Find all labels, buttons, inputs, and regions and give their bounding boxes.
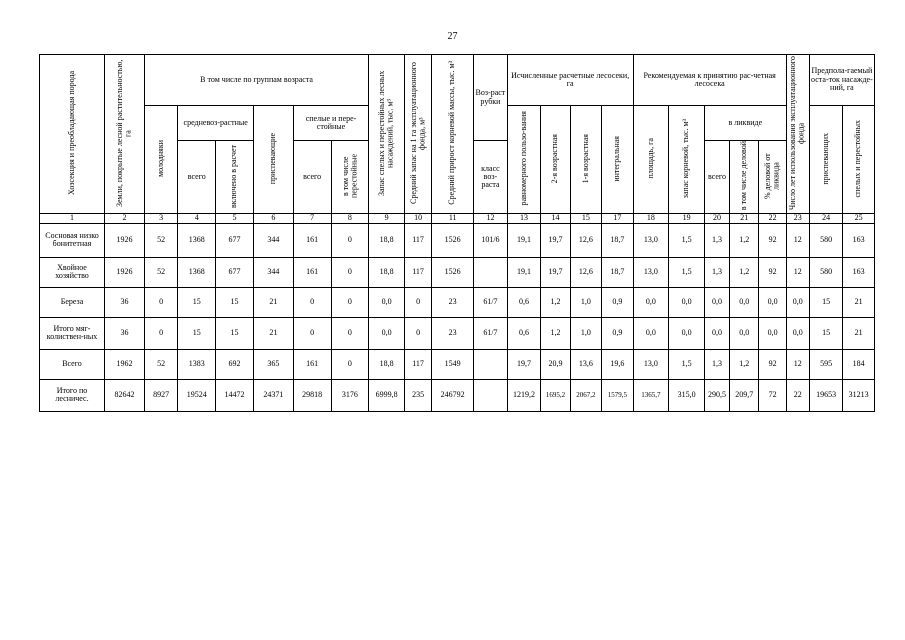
column-number: 3 [144, 214, 178, 223]
column-number: 22 [759, 214, 786, 223]
table-cell: 1383 [178, 349, 216, 379]
page-number: 27 [447, 31, 458, 42]
column-number: 5 [216, 214, 254, 223]
table-cell: 0,0 [369, 317, 405, 349]
table-cell: 19,7 [541, 223, 570, 257]
table-cell: 0 [331, 223, 369, 257]
table-cell: 0,0 [369, 287, 405, 317]
table-cell: 1,2 [541, 287, 570, 317]
header-young: молодняки [144, 106, 178, 214]
table-cell: 344 [253, 257, 293, 287]
table-cell: 1,5 [669, 223, 705, 257]
table-cell: 1,5 [669, 349, 705, 379]
table-row [40, 287, 875, 317]
table-cell: 101/6 [474, 223, 508, 257]
table-cell: 1526 [432, 223, 474, 257]
header-area: площадь, га [633, 106, 669, 214]
header-mature2: спелых и перестойных [843, 106, 875, 214]
table-cell: 1,5 [669, 257, 705, 287]
table-cell: 19524 [178, 379, 216, 411]
table-cell: 92 [759, 257, 786, 287]
table-cell: 92 [759, 223, 786, 257]
table-cell: 365 [253, 349, 293, 379]
table-cell [474, 257, 508, 287]
table-cell: 677 [216, 257, 254, 287]
table-cell: 0,0 [669, 317, 705, 349]
table-cell: 29818 [293, 379, 331, 411]
row-name-cell: Всего [40, 349, 105, 379]
column-number: 10 [404, 214, 431, 223]
table-cell: 0 [331, 349, 369, 379]
column-number: 8 [331, 214, 369, 223]
table-cell: 23 [432, 317, 474, 349]
table-row [40, 223, 875, 257]
table-cell: 0,9 [602, 317, 633, 349]
table-cell: 595 [809, 349, 843, 379]
header-mature-stock: Запас спелых и перестойных лесных насаждений, тыс. м³ [369, 55, 405, 214]
header-region: Хозсекция и преобладающая порода [40, 55, 105, 214]
table-cell: 2067,2 [570, 379, 601, 411]
table-row [40, 257, 875, 287]
column-number: 23 [786, 214, 809, 223]
table-cell: 19,1 [507, 257, 541, 287]
table-cell: 315,0 [669, 379, 705, 411]
table-cell: 15 [216, 287, 254, 317]
table-cell: 13,6 [570, 349, 601, 379]
table-cell: 15 [809, 317, 843, 349]
table-cell: 0,0 [669, 287, 705, 317]
table-cell: 13,0 [633, 223, 669, 257]
header-liquid-total: всего [704, 141, 729, 214]
table-cell: 61/7 [474, 317, 508, 349]
header-age-class: класс воз-раста [474, 141, 508, 214]
row-name-cell: Береза [40, 287, 105, 317]
table-cell: 0,0 [704, 287, 729, 317]
header-integral: интегральная [602, 106, 633, 214]
table-cell: 31213 [843, 379, 875, 411]
table-cell: 1579,5 [602, 379, 633, 411]
table-cell: 1,3 [704, 257, 729, 287]
table-cell: 3176 [331, 379, 369, 411]
header-age-groups: В том числе по группам возраста [144, 55, 368, 106]
table-cell: 13,0 [633, 257, 669, 287]
header-years-use: Число лет использования эксплуатационного фонда [786, 55, 809, 214]
table-cell [474, 379, 508, 411]
table-cell [474, 349, 508, 379]
table-cell: 8927 [144, 379, 178, 411]
table-cell: 92 [759, 349, 786, 379]
table-cell: 161 [293, 349, 331, 379]
column-number: 25 [843, 214, 875, 223]
table-cell: 209,7 [730, 379, 759, 411]
table-cell: 15 [178, 287, 216, 317]
header-liquid-business: в том числе деловой [730, 141, 759, 214]
table-cell: 1926 [105, 223, 145, 257]
table-cell: 18,8 [369, 349, 405, 379]
header-calculated: Исчисленные расчетные лесосеки, га [507, 55, 633, 106]
header-middle-total: всего [178, 141, 216, 214]
column-number: 9 [369, 214, 405, 223]
table-cell: 1368 [178, 223, 216, 257]
table-cell: 1695,2 [541, 379, 570, 411]
column-number: 20 [704, 214, 729, 223]
table-cell: 14472 [216, 379, 254, 411]
table-row [40, 317, 875, 349]
table-cell: 18,7 [602, 257, 633, 287]
table-row [40, 349, 875, 379]
header-cutting-age: Воз-раст рубки [474, 55, 508, 141]
table-cell: 0 [144, 317, 178, 349]
table-cell: 1,3 [704, 223, 729, 257]
table-cell: 246792 [432, 379, 474, 411]
table-cell: 1,0 [570, 317, 601, 349]
table-cell: 18,8 [369, 223, 405, 257]
table-cell: 0,0 [633, 287, 669, 317]
table-cell: 0,0 [633, 317, 669, 349]
table-row [40, 379, 875, 411]
table-cell: 21 [253, 287, 293, 317]
table-cell: 72 [759, 379, 786, 411]
table-cell: 0 [144, 287, 178, 317]
table-cell: 61/7 [474, 287, 508, 317]
column-number: 7 [293, 214, 331, 223]
table-cell: 19,7 [541, 257, 570, 287]
table-cell: 19,6 [602, 349, 633, 379]
header-middle-included: включено в расчет [216, 141, 254, 214]
table-cell: 12 [786, 257, 809, 287]
column-number: 2 [105, 214, 145, 223]
column-number: 21 [730, 214, 759, 223]
row-name-cell: Сосновая низко бонитетная [40, 223, 105, 257]
column-number: 4 [178, 214, 216, 223]
table-cell: 18,7 [602, 223, 633, 257]
table-cell: 21 [253, 317, 293, 349]
table-cell: 19,7 [507, 349, 541, 379]
table-cell: 580 [809, 223, 843, 257]
table-cell: 117 [404, 349, 431, 379]
table-cell: 1926 [105, 257, 145, 287]
table-cell: 0,9 [602, 287, 633, 317]
table-cell: 163 [843, 257, 875, 287]
table-cell: 15 [178, 317, 216, 349]
header-root-stock: запас корневой, тыс. м³ [669, 106, 705, 214]
column-number: 24 [809, 214, 843, 223]
table-cell: 117 [404, 223, 431, 257]
table-cell: 22 [786, 379, 809, 411]
forest-stand-table [39, 54, 875, 412]
table-cell: 0 [331, 287, 369, 317]
table-cell: 0,6 [507, 317, 541, 349]
header-middle: средневоз-растные [178, 106, 254, 141]
column-number: 6 [253, 214, 293, 223]
column-number: 14 [541, 214, 570, 223]
table-cell: 52 [144, 349, 178, 379]
table-cell: 0,0 [759, 317, 786, 349]
table-cell: 692 [216, 349, 254, 379]
header-covered-land: Земли, покрытые лесной растительностью, га [105, 55, 145, 214]
table-cell: 0,6 [507, 287, 541, 317]
table-cell: 1,2 [730, 349, 759, 379]
header-first-age: 1-я возрастная [570, 106, 601, 214]
header-liquid: в ликвиде [704, 106, 786, 141]
table-cell: 580 [809, 257, 843, 287]
table-cell: 1,2 [730, 223, 759, 257]
table-cell: 52 [144, 257, 178, 287]
table-cell: 184 [843, 349, 875, 379]
table-cell: 21 [843, 317, 875, 349]
column-number: 15 [570, 214, 601, 223]
column-number: 12 [474, 214, 508, 223]
header-mature-overmature: в том числе перестойные [331, 141, 369, 214]
table-cell: 1,3 [704, 349, 729, 379]
table-cell: 1219,2 [507, 379, 541, 411]
table-cell: 0 [331, 317, 369, 349]
table-cell: 344 [253, 223, 293, 257]
table-cell: 1,0 [570, 287, 601, 317]
table-cell: 52 [144, 223, 178, 257]
header-second-age: 2-я возрастная [541, 106, 570, 214]
table-cell: 1368 [178, 257, 216, 287]
row-name-cell: Итого по лесничес. [40, 379, 105, 411]
table-cell: 235 [404, 379, 431, 411]
table-cell: 0 [293, 317, 331, 349]
table-cell: 12,6 [570, 223, 601, 257]
table-cell: 15 [216, 317, 254, 349]
header-uniform: равномерного пользо-вания [507, 106, 541, 214]
table-cell: 163 [843, 223, 875, 257]
row-name-cell: Итого мяг-колиствен-ных [40, 317, 105, 349]
header-mature-total: всего [293, 141, 331, 214]
column-number: 11 [432, 214, 474, 223]
table-cell: 19,1 [507, 223, 541, 257]
table-cell: 290,5 [704, 379, 729, 411]
table-cell: 0 [331, 257, 369, 287]
table-cell: 36 [105, 317, 145, 349]
table-cell: 20,9 [541, 349, 570, 379]
column-number: 13 [507, 214, 541, 223]
table-cell: 0,0 [759, 287, 786, 317]
table-cell: 23 [432, 287, 474, 317]
header-avg-stock: Средний запас на 1 га эксплуатационного фонда, м³ [404, 55, 431, 214]
header-maturing2: приспевающих [809, 106, 843, 214]
table-cell: 12,6 [570, 257, 601, 287]
table-cell: 19653 [809, 379, 843, 411]
row-name-cell: Хвойное хозяйство [40, 257, 105, 287]
table-cell: 13,0 [633, 349, 669, 379]
table-cell: 1,2 [730, 257, 759, 287]
table-cell: 1549 [432, 349, 474, 379]
table-cell: 161 [293, 257, 331, 287]
table-cell: 12 [786, 349, 809, 379]
table-cell: 0,0 [730, 317, 759, 349]
column-number-row [40, 214, 875, 223]
column-number: 19 [669, 214, 705, 223]
header-maturing: приспевающие [253, 106, 293, 214]
header-mature: спелые и пере-стойные [293, 106, 369, 141]
column-number: 17 [602, 214, 633, 223]
table-cell: 18,8 [369, 257, 405, 287]
header-business-pct: % деловой от ликвида [759, 141, 786, 214]
header-avg-growth: Средний прирост корневой массы, тыс. м³ [432, 55, 474, 214]
table-cell: 677 [216, 223, 254, 257]
table-cell: 1962 [105, 349, 145, 379]
table-cell: 1,2 [541, 317, 570, 349]
table-cell: 0,0 [786, 317, 809, 349]
table-cell: 161 [293, 223, 331, 257]
table-cell: 1365,7 [633, 379, 669, 411]
table-cell: 0 [404, 287, 431, 317]
table-cell: 82642 [105, 379, 145, 411]
header-recommended: Рекомендуемая к принятию рас-четная лесосека [633, 55, 786, 106]
table-cell: 0,0 [730, 287, 759, 317]
header-proposed: Предпола-гаемый оста-ток насажде-ний, га [809, 55, 874, 106]
table-cell: 117 [404, 257, 431, 287]
table-cell: 36 [105, 287, 145, 317]
table-cell: 0,0 [704, 317, 729, 349]
table-cell: 1526 [432, 257, 474, 287]
table-cell: 15 [809, 287, 843, 317]
column-number: 1 [40, 214, 105, 223]
table-cell: 0 [293, 287, 331, 317]
table-cell: 24371 [253, 379, 293, 411]
table-cell: 0,0 [786, 287, 809, 317]
table-cell: 0 [404, 317, 431, 349]
table-cell: 12 [786, 223, 809, 257]
table-cell: 6999,8 [369, 379, 405, 411]
table-cell: 21 [843, 287, 875, 317]
column-number: 18 [633, 214, 669, 223]
